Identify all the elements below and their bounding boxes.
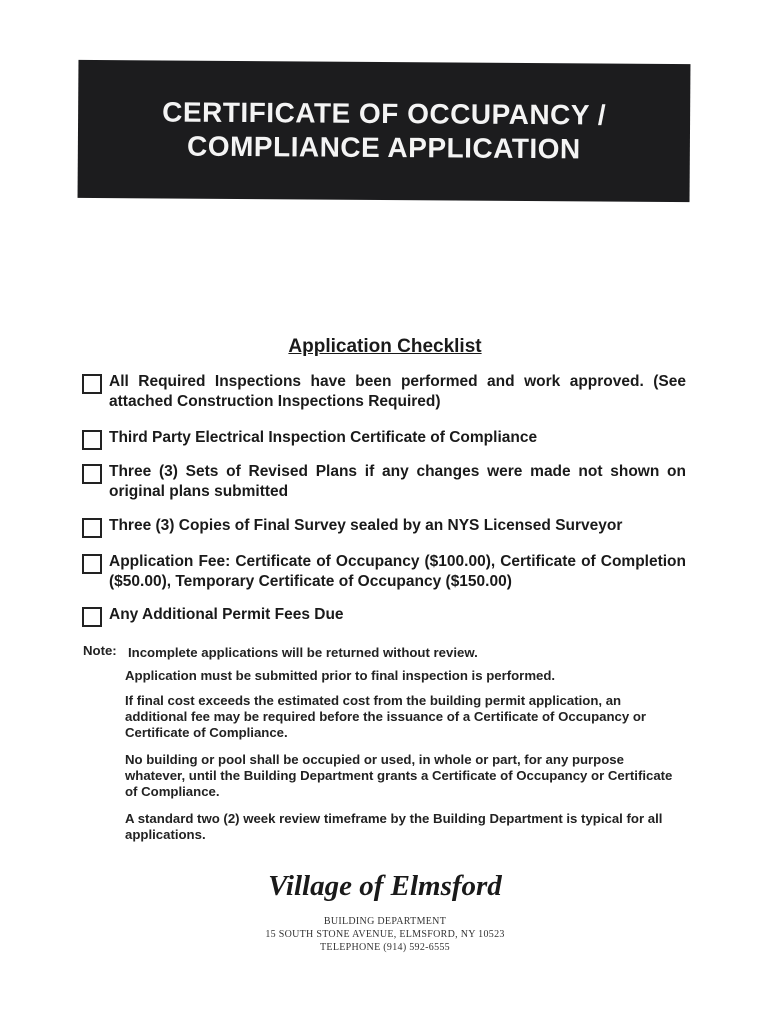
header-banner: [78, 60, 691, 202]
checklist-title: Application Checklist: [288, 336, 482, 357]
checkbox[interactable]: [82, 374, 102, 394]
header-title-line-1: CERTIFICATE OF OCCUPANCY /: [162, 96, 607, 131]
checklist-item-label: Three (3) Copies of Final Survey sealed by an NYS Licensed Surveyor: [109, 517, 623, 534]
note-line-incomplete: Incomplete applications will be returned without review.: [128, 645, 478, 660]
checklist-item-label: Any Additional Permit Fees Due: [109, 606, 344, 623]
checkbox[interactable]: [82, 430, 102, 450]
department-name: BUILDING DEPARTMENT: [323, 916, 447, 927]
checklist-item-label: All Required Inspections have been performed and work approved. (See attached Construction Inspections Required): [109, 373, 686, 410]
checklist-item-label: Third Party Electrical Inspection Certificate of Compliance: [109, 429, 538, 446]
address: 15 SOUTH STONE AVENUE, ELMSFORD, NY 10523: [265, 929, 505, 940]
checkbox[interactable]: [82, 554, 102, 574]
checklist-item-label: Three (3) Sets of Revised Plans if any changes were made not shown on original plans submitted: [109, 463, 686, 500]
checklist-item-label: Application Fee: Certificate of Occupancy ($100.00), Certificate of Completion ($50.00), Temporary Certificate of Occupancy ($150.00): [109, 553, 686, 590]
checkbox[interactable]: [82, 518, 102, 538]
telephone: TELEPHONE (914) 592-6555: [320, 942, 450, 953]
note-label: Note:: [83, 643, 117, 658]
village-name: Village of Elmsford: [268, 870, 502, 902]
header-title-line-2: COMPLIANCE APPLICATION: [186, 130, 581, 165]
checkbox[interactable]: [82, 464, 102, 484]
checkbox[interactable]: [82, 607, 102, 627]
note-line-occupancy: No building or pool shall be occupied or used, in whole or part, for any purpose whatever, until the Building Department grants a Certificate of Occupancy or Certificate of Compliance.: [125, 752, 673, 799]
note-line-final-cost: If final cost exceeds the estimated cost from the building permit application, an additional fee may be required before the issuance of a Certificate of Occupancy or Certificate of Compliance.: [125, 693, 647, 740]
note-line-review-timeframe: A standard two (2) week review timeframe by the Building Department is typical for all applications.: [125, 811, 663, 842]
note-line-submission: Application must be submitted prior to final inspection is performed.: [125, 668, 556, 683]
